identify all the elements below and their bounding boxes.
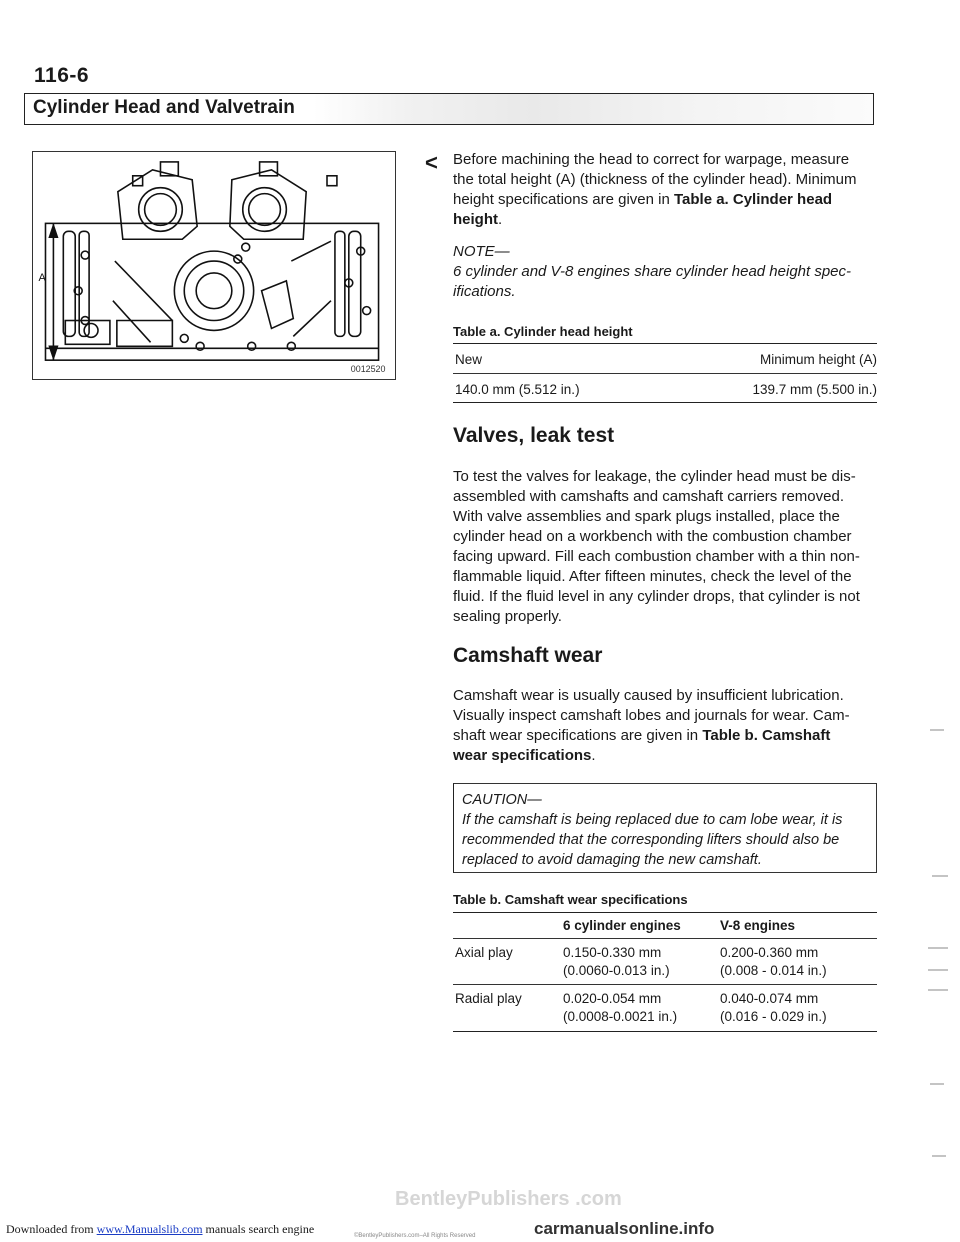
cylinder-head-drawing	[33, 152, 395, 379]
valves-line: assembled with camshafts and camshaft carriers removed.	[453, 488, 844, 505]
period: .	[498, 211, 503, 228]
table-a-title: Table a. Cylinder head height	[453, 324, 633, 339]
intro-line: height specifications are given in	[453, 191, 670, 208]
caution-line: If the camshaft is being replaced due to cam lobe wear, it is	[462, 812, 843, 828]
footer-suffix: manuals search engine	[205, 1222, 315, 1236]
figure-code: 0012520	[350, 364, 386, 375]
site-watermark-right: carmanualsonline.info	[534, 1219, 715, 1238]
manualslib-link[interactable]: www.Manualslib.com	[96, 1222, 203, 1236]
camshaft-paragraph	[453, 686, 877, 766]
valves-line: To test the valves for leakage, the cylinder head must be dis-	[453, 468, 856, 485]
table-b-title: Table b. Camshaft wear specifications	[453, 892, 688, 907]
table-b-value: 0.150-0.330 mm	[563, 945, 662, 960]
table-b-header-6cyl: 6 cylinder engines	[563, 918, 681, 933]
valves-line: With valve assemblies and spark plugs installed, place the	[453, 508, 840, 525]
table-b-header-rule	[453, 938, 877, 939]
table-b-row-label: Axial play	[455, 945, 513, 960]
camshaft-line: Camshaft wear is usually caused by insufficient lubrication.	[453, 687, 844, 704]
table-b-top-rule	[453, 912, 877, 913]
cylinder-head-figure	[32, 151, 396, 380]
camshaft-line: Visually inspect camshaft lobes and journals for wear. Cam-	[453, 707, 850, 724]
table-b-bottom-rule	[453, 1031, 877, 1032]
margin-scan-marks	[920, 0, 960, 1242]
footer-prefix: Downloaded from	[6, 1222, 94, 1236]
table-b-row-rule	[453, 984, 877, 985]
section-title: Cylinder Head and Valvetrain	[33, 97, 295, 118]
watermark-sub: .com	[575, 1188, 622, 1210]
valves-heading: Valves, leak test	[453, 424, 615, 447]
table-b-cell	[720, 944, 827, 980]
intro-line: the total height (A) (thickness of the cylinder head). Minimum	[453, 171, 857, 188]
watermark-text: BentleyPublishers	[395, 1188, 570, 1210]
table-b-value: 0.020-0.054 mm	[563, 991, 662, 1006]
intro-line: Before machining the head to correct for warpage, measure	[453, 151, 850, 168]
valves-paragraph	[453, 467, 877, 627]
table-b-cell	[563, 990, 677, 1026]
caution-line: replaced to avoid damaging the new camshaft.	[462, 852, 762, 868]
table-b-value: (0.0060-0.013 in.)	[563, 963, 670, 978]
valves-line: flammable liquid. After fifteen minutes, check the level of the	[453, 568, 852, 585]
caution-heading: CAUTION—	[462, 792, 542, 808]
note-line: ifications.	[453, 283, 516, 300]
page-number: 116-6	[34, 64, 90, 87]
download-footer	[6, 1222, 314, 1237]
table-a-cell-new: 140.0 mm (5.512 in.)	[455, 382, 580, 397]
table-b-reference-cont: wear specifications	[453, 747, 592, 764]
section-header-bar	[24, 93, 874, 125]
period: .	[591, 747, 596, 764]
table-b-value: (0.0008-0.0021 in.)	[563, 1009, 678, 1024]
table-a-header-rule	[453, 373, 877, 374]
camshaft-heading: Camshaft wear	[453, 644, 603, 667]
valves-line: fluid. If the fluid level in any cylinder drops, that cylinder is not	[453, 588, 860, 605]
caution-line: recommended that the corresponding lifters should also be	[462, 832, 840, 848]
table-b-header-v8: V-8 engines	[720, 918, 796, 933]
copyright-line: ©BentleyPublishers.com–All Rights Reserved	[354, 1233, 476, 1239]
table-a-cell-min: 139.7 mm (5.500 in.)	[752, 382, 877, 397]
table-b-cell	[720, 990, 827, 1026]
valves-line: cylinder head on a workbench with the combustion chamber	[453, 528, 852, 545]
note-block	[453, 242, 877, 302]
table-b-reference: Table b. Camshaft	[702, 727, 831, 744]
valves-line: sealing properly.	[453, 608, 562, 625]
intro-paragraph	[453, 150, 877, 230]
table-a-header-new: New	[455, 352, 483, 367]
note-line: 6 cylinder and V-8 engines share cylinder head height spec-	[453, 263, 852, 280]
table-b-value: 0.040-0.074 mm	[720, 991, 819, 1006]
camshaft-line: shaft wear specifications are given in	[453, 727, 699, 744]
table-b-row-label: Radial play	[455, 991, 522, 1006]
table-b-value: 0.200-0.360 mm	[720, 945, 819, 960]
publisher-watermark	[395, 1188, 622, 1211]
arrow-pointer-icon: <	[425, 150, 438, 175]
table-a-reference-cont: height	[453, 211, 498, 228]
table-b-cell	[563, 944, 670, 980]
table-a-top-rule	[453, 343, 877, 344]
valves-line: facing upward. Fill each combustion chamber with a thin non-	[453, 548, 860, 565]
table-a-reference: Table a. Cylinder head	[673, 191, 833, 208]
dimension-a-label: A	[38, 271, 46, 284]
table-b-value: (0.016 - 0.029 in.)	[720, 1009, 827, 1024]
table-b-value: (0.008 - 0.014 in.)	[720, 963, 827, 978]
table-a-bottom-rule	[453, 402, 877, 403]
table-a-header-min: Minimum height (A)	[759, 352, 877, 367]
caution-box	[453, 783, 877, 873]
note-heading: NOTE—	[453, 243, 510, 260]
